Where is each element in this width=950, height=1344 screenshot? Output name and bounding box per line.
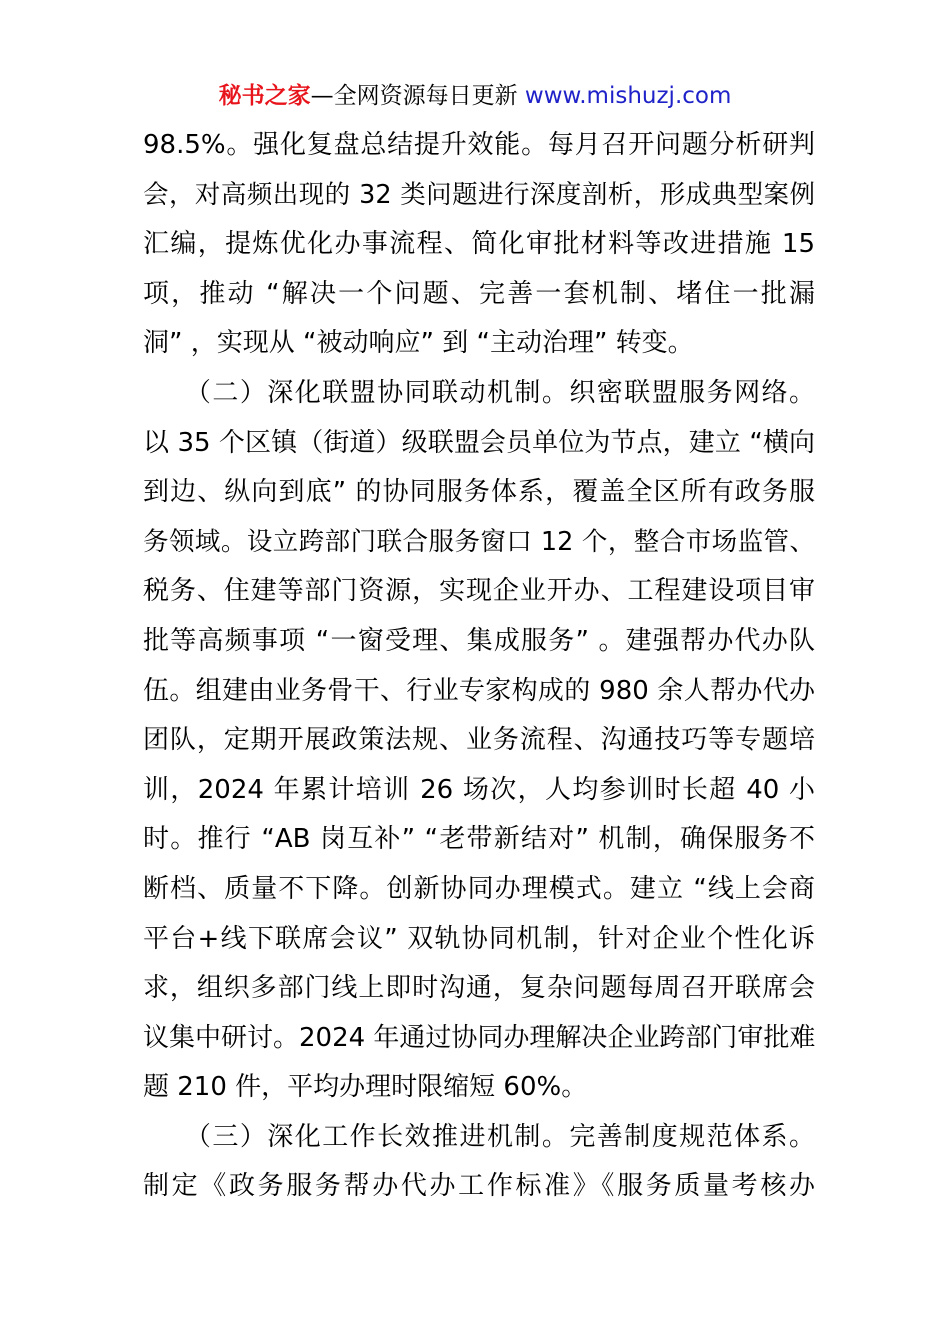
paragraph-line: 团队，定期开展政策法规、业务流程、沟通技巧等专题培: [143, 725, 815, 756]
paragraph-line: 会，对高频出现的 32 类问题进行深度剖析，形成典型案例: [143, 179, 815, 210]
document-body: [143, 121, 815, 1212]
paragraph-line: 务领域。设立跨部门联合服务窗口 12 个，整合市场监管、: [143, 526, 815, 557]
paragraph-line: 题 210 件，平均办理时限缩短 60%。: [143, 1072, 588, 1103]
paragraph-line: 批等高频事项 “一窗受理、集成服务” 。建强帮办代办队: [143, 625, 815, 656]
paragraph-line: 到边、纵向到底” 的协同服务体系，覆盖全区所有政务服: [143, 477, 815, 508]
paragraph-line: （二）深化联盟协同联动机制。织密联盟服务网络。: [143, 377, 815, 408]
paragraph-line: （三）深化工作长效推进机制。完善制度规范体系。: [143, 1121, 815, 1152]
header-tagline: —全网资源每日更新: [310, 83, 518, 109]
brand-name: 秘书之家: [218, 83, 311, 109]
paragraph-line: 制定《政务服务帮办代办工作标准》《服务质量考核办: [143, 1171, 815, 1202]
site-url-link[interactable]: www.mishuzj.com: [524, 83, 732, 109]
paragraph-line: 项，推动 “解决一个问题、完善一套机制、堵住一批漏: [143, 278, 815, 309]
paragraph-line: 议集中研讨。2024 年通过协同办理解决企业跨部门审批难: [143, 1022, 816, 1053]
paragraph-line: 断档、质量不下降。创新协同办理模式。建立 “线上会商: [143, 873, 815, 904]
paragraph-line: 税务、住建等部门资源，实现企业开办、工程建设项目审: [143, 576, 815, 607]
paragraph-line: 求，组织多部门线上即时沟通，复杂问题每周召开联席会: [143, 973, 815, 1004]
page-header: [0, 80, 950, 112]
paragraph-line: 平台+线下联席会议” 双轨协同机制，针对企业个性化诉: [143, 923, 815, 954]
paragraph-line: 训，2024 年累计培训 26 场次，人均参训时长超 40 小: [143, 774, 815, 805]
paragraph-line: 汇编，提炼优化办事流程、简化审批材料等改进措施 15: [143, 229, 815, 260]
paragraph-line: 98.5%。强化复盘总结提升效能。每月召开问题分析研判: [143, 130, 815, 160]
paragraph-line: 时。推行 “AB 岗互补” “老带新结对” 机制，确保服务不: [143, 824, 815, 855]
paragraph-line: 伍。组建由业务骨干、行业专家构成的 980 余人帮办代办: [143, 675, 815, 706]
paragraph-line: 洞” ，实现从 “被动响应” 到 “主动治理” 转变。: [143, 328, 694, 359]
paragraph-line: 以 35 个区镇（街道）级联盟会员单位为节点，建立 “横向: [143, 427, 815, 458]
